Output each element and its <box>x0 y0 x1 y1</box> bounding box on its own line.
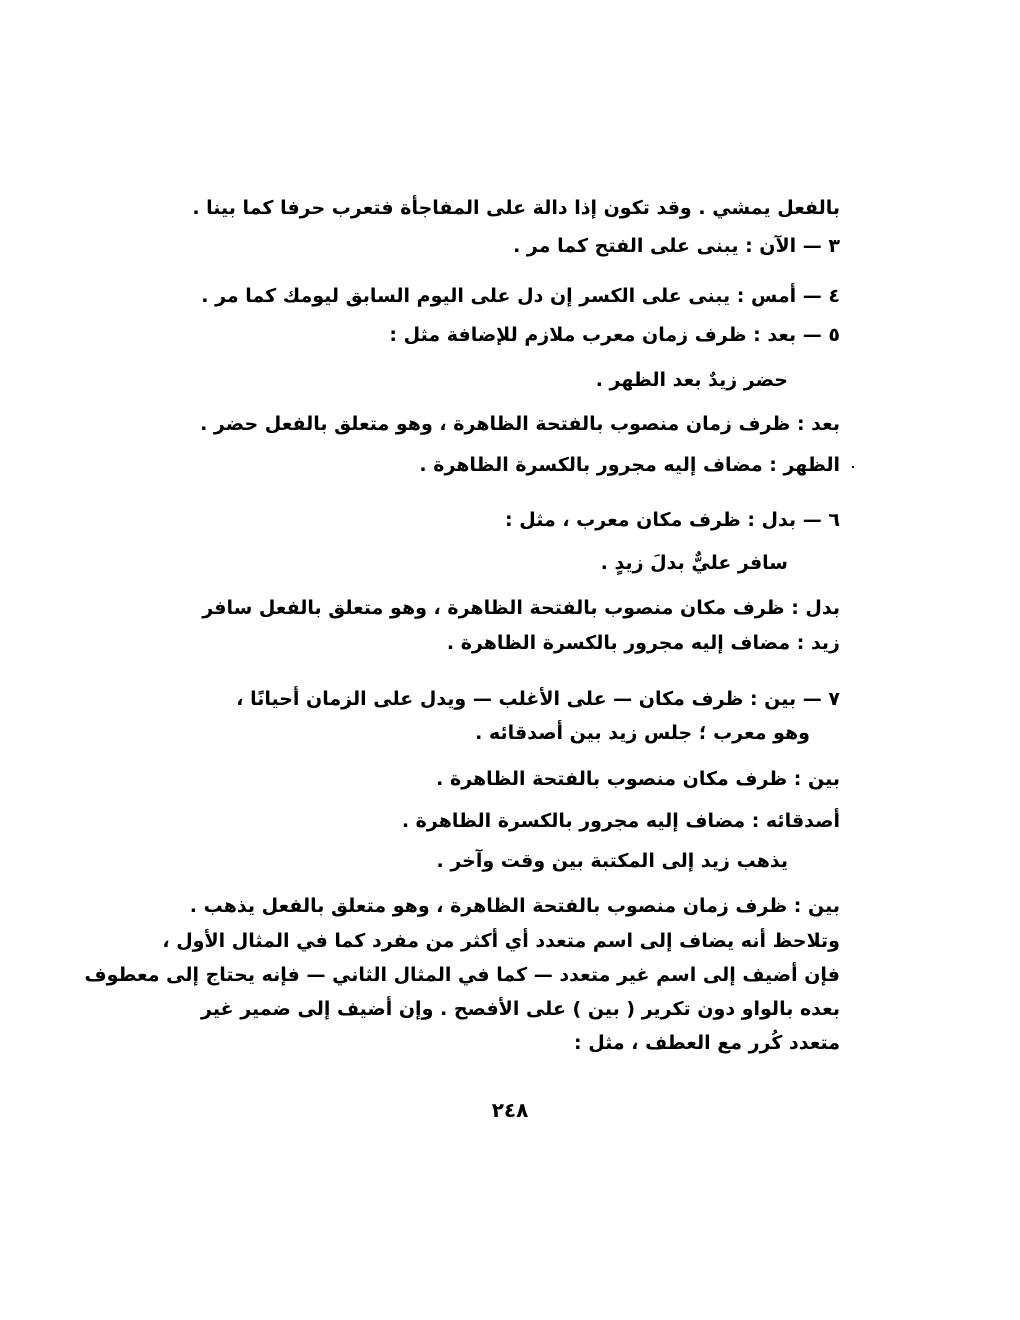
text-line-item-5: ٥ — بعد : ظرف زمان معرب ملازم للإضافة مثل : <box>389 324 840 346</box>
scan-speck <box>852 466 854 468</box>
parse-line-bayna-1: بين : ظرف مكان منصوب بالفتحة الظاهرة . <box>436 768 840 790</box>
parse-line-dhuhr: الظهر : مضاف إليه مجرور بالكسرة الظاهرة . <box>419 454 840 476</box>
paragraph-line-1: وتلاحظ أنه يضاف إلى اسم متعدد أي أكثر من مفرد كما في المثال الأول ، <box>162 930 840 952</box>
parse-line-bayna-2: بين : ظرف زمان منصوب بالفتحة الظاهرة ، وهو متعلق بالفعل يذهب . <box>189 895 840 917</box>
text-line-item-7-cont: وهو معرب ؛ جلس زيد بين أصدقائه . <box>475 722 810 744</box>
parse-line-zaid: زيد : مضاف إليه مجرور بالكسرة الظاهرة . <box>446 632 840 654</box>
text-line-item-4: ٤ — أمس : يبنى على الكسر إن دل على اليوم السابق ليومك كما مر . <box>201 285 840 307</box>
parse-line-asdiqaihi: أصدقائه : مضاف إليه مجرور بالكسرة الظاهرة . <box>401 810 840 832</box>
text-line-item-7: ٧ — بين : ظرف مكان — على الأغلب — ويدل على الزمان أحيانًا ، <box>236 688 840 710</box>
text-line-item-3: ٣ — الآن : يبنى على الفتح كما مر . <box>513 235 840 257</box>
page-number: ٢٤٨ <box>491 1098 529 1122</box>
paragraph-line-4: متعدد كُرر مع العطف ، مثل : <box>573 1032 840 1054</box>
example-sentence-1: حضر زيدٌ بعد الظهر . <box>595 369 788 391</box>
example-sentence-2: سافر عليٌّ بدلَ زيدٍ . <box>600 552 788 574</box>
parse-line-bad: بعد : ظرف زمان منصوب بالفتحة الظاهرة ، وهو متعلق بالفعل حضر . <box>200 413 840 435</box>
example-sentence-3: يذهب زيد إلى المكتبة بين وقت وآخر . <box>436 850 788 872</box>
paragraph-line-3: بعده بالواو دون تكرير ( بين ) على الأفصح . وإن أضيف إلى ضمير غير <box>201 998 840 1020</box>
paragraph-line-2: فإن أضيف إلى اسم غير متعدد — كما في المثال الثاني — فإنه يحتاج إلى معطوف <box>84 964 840 986</box>
text-line-1: بالفعل يمشي . وقد تكون إذا دالة على المفاجأة فتعرب حرفا كما بينا . <box>192 197 840 219</box>
parse-line-badal: بدل : ظرف مكان منصوب بالفتحة الظاهرة ، وهو متعلق بالفعل سافر <box>202 597 840 619</box>
text-line-item-6: ٦ — بدل : ظرف مكان معرب ، مثل : <box>505 509 840 531</box>
